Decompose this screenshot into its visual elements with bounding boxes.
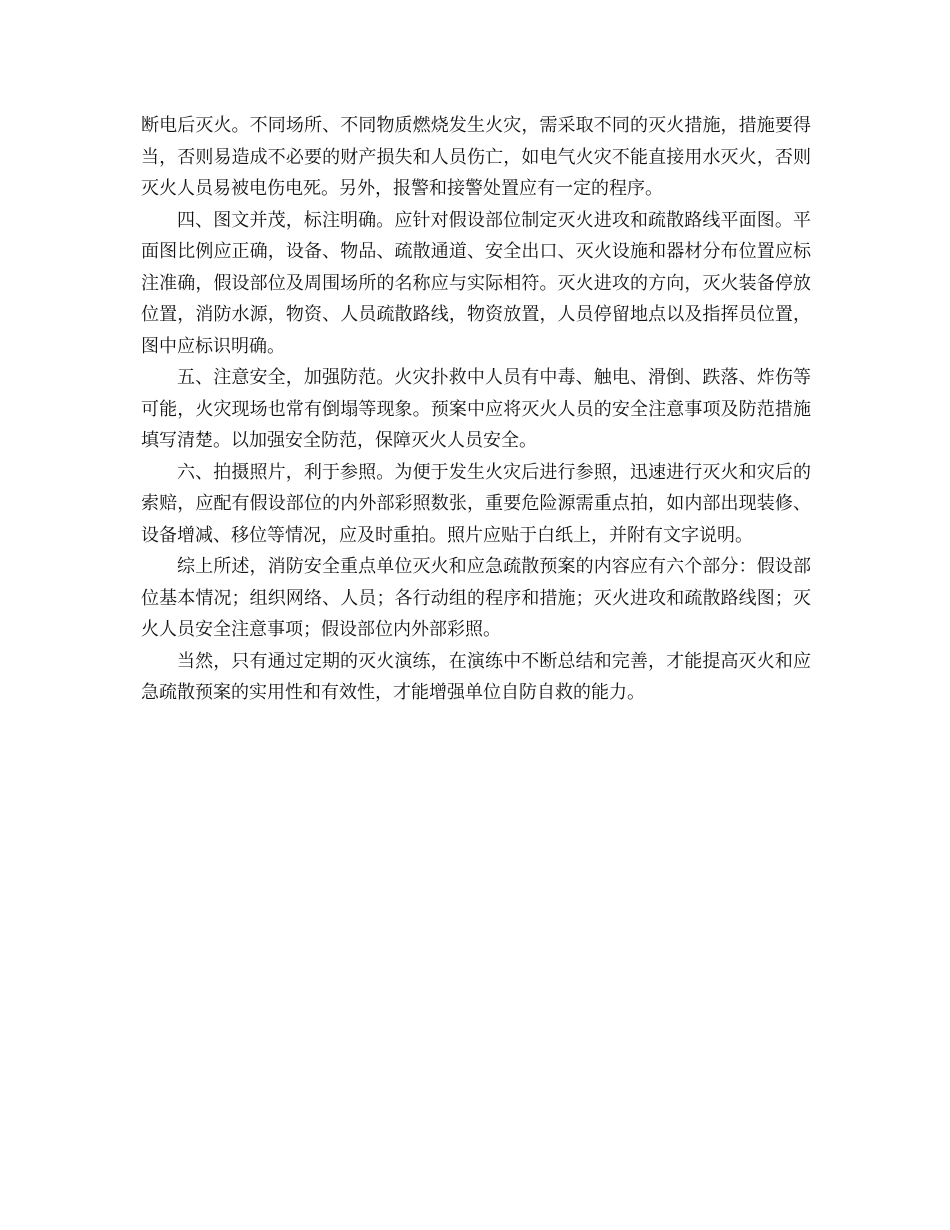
paragraph-summary: 综上所述，消防安全重点单位灭火和应急疏散预案的内容应有六个部分：假设部位基本情况；组织网络、人员；各行动组的程序和措施；灭火进攻和疏散路线图；灭火人员安全注意事项；假设部位内外部彩照。	[141, 556, 811, 640]
paragraph-section-five: 五、注意安全，加强防范。火灾扑救中人员有中毒、触电、滑倒、跌落、炸伤等可能，火灾现场也常有倒塌等现象。预案中应将灭火人员的安全注意事项及防范措施填写清楚。以加强安全防范，保障灭火人员安全。	[141, 367, 811, 451]
document-body	[141, 110, 811, 709]
paragraph-continuation: 断电后灭火。不同场所、不同物质燃烧发生火灾，需采取不同的灭火措施，措施要得当，否则易造成不必要的财产损失和人员伤亡，如电气火灾不能直接用水灭火，否则灭火人员易被电伤电死。另外，报警和接警处置应有一定的程序。	[141, 115, 811, 199]
paragraph-section-four: 四、图文并茂，标注明确。应针对假设部位制定灭火进攻和疏散路线平面图。平面图比例应正确，设备、物品、疏散通道、安全出口、灭火设施和器材分布位置应标注准确，假设部位及周围场所的名称应与实际相符。灭火进攻的方向，灭火装备停放位置，消防水源，物资、人员疏散路线，物资放置，人员停留地点以及指挥员位置，图中应标识明确。	[141, 209, 811, 357]
paragraph-section-six: 六、拍摄照片，利于参照。为便于发生火灾后进行参照，迅速进行灭火和灾后的索赔，应配有假设部位的内外部彩照数张，重要危险源需重点拍，如内部出现装修、设备增减、移位等情况，应及时重拍。照片应贴于白纸上，并附有文字说明。	[141, 461, 811, 546]
paragraph-conclusion: 当然，只有通过定期的灭火演练，在演练中不断总结和完善，才能提高灭火和应急疏散预案的实用性和有效性，才能增强单位自防自救的能力。	[141, 650, 811, 703]
